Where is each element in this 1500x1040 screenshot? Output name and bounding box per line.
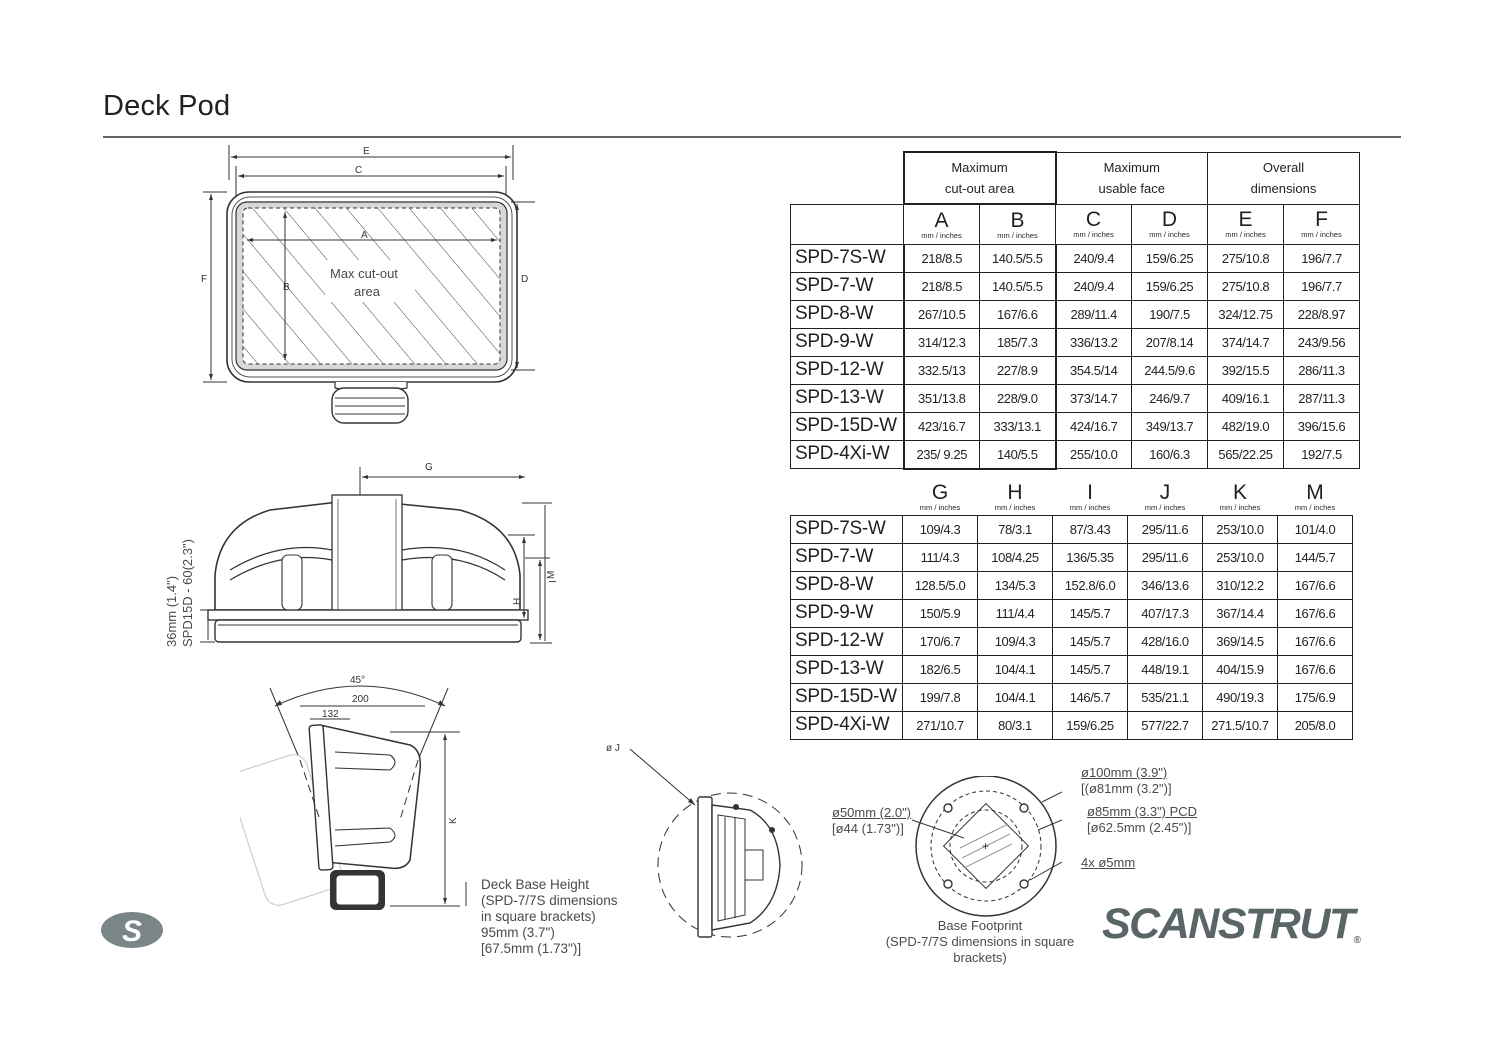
- value-cell: 128.5/5.0: [903, 571, 978, 599]
- value-cell: 199/7.8: [903, 683, 978, 711]
- annotation-d85: [1087, 804, 1197, 836]
- value-cell: 243/9.56: [1284, 328, 1360, 356]
- value-cell: 109/4.3: [978, 627, 1053, 655]
- footprint-caption-line3: brackets): [953, 950, 1007, 965]
- label-132: 132: [322, 709, 339, 720]
- value-cell: 185/7.3: [980, 328, 1056, 356]
- group-usable-line2: usable face: [1098, 181, 1165, 196]
- col-j-unit: mm / inches: [1144, 503, 1186, 512]
- table-row: [791, 244, 1360, 272]
- col-j-letter: J: [1159, 481, 1171, 504]
- label-200: 200: [352, 694, 369, 705]
- group-overall: [1208, 152, 1360, 204]
- value-cell: 253/10.0: [1203, 515, 1278, 543]
- value-cell: 255/10.0: [1056, 440, 1132, 469]
- value-cell: 159/6.25: [1132, 272, 1208, 300]
- table-row: [791, 599, 1353, 627]
- front-view-diagram: [195, 140, 535, 435]
- group-usable-face: [1056, 152, 1208, 204]
- col-h-header: [978, 479, 1053, 515]
- group-overall-line1: Overall: [1262, 160, 1305, 175]
- value-cell: 275/10.8: [1208, 244, 1284, 272]
- value-cell: 240/9.4: [1056, 244, 1132, 272]
- table-row: [791, 543, 1353, 571]
- value-cell: 167/6.6: [980, 300, 1056, 328]
- model-cell: SPD-7-W: [791, 543, 903, 571]
- col-h-unit: mm / inches: [994, 503, 1036, 512]
- annotation-holes: [1081, 855, 1135, 871]
- value-cell: 205/8.0: [1278, 711, 1353, 739]
- group-cutout: [904, 152, 1056, 204]
- model-cell: SPD-7-W: [791, 272, 904, 300]
- value-cell: 87/3.43: [1053, 515, 1128, 543]
- model-cell: SPD-4Xi-W: [791, 440, 904, 469]
- value-cell: 374/14.7: [1208, 328, 1284, 356]
- value-cell: 134/5.3: [978, 571, 1053, 599]
- table-row: [791, 328, 1360, 356]
- col-d-unit: mm / inches: [1149, 230, 1190, 240]
- label-e: E: [363, 146, 370, 157]
- value-cell: 145/5.7: [1053, 599, 1128, 627]
- value-cell: 109/4.3: [903, 515, 978, 543]
- col-c-header: [1056, 204, 1132, 244]
- value-cell: 289/11.4: [1056, 300, 1132, 328]
- table-row: [791, 384, 1360, 412]
- col-c-letter: C: [1085, 208, 1102, 232]
- group-cutout-line2: cut-out area: [944, 181, 1015, 196]
- value-cell: 101/4.0: [1278, 515, 1353, 543]
- col-j-header: [1128, 479, 1203, 515]
- value-cell: 207/8.14: [1132, 328, 1208, 356]
- col-i-letter: I: [1087, 481, 1093, 504]
- value-cell: 310/12.2: [1203, 571, 1278, 599]
- table-row: [791, 627, 1353, 655]
- model-cell: SPD-9-W: [791, 599, 903, 627]
- deck-base-note: [481, 877, 618, 957]
- label-a: A: [361, 230, 368, 241]
- col-k-unit: mm / inches: [1219, 503, 1261, 512]
- value-cell: 535/21.1: [1128, 683, 1203, 711]
- value-cell: 577/22.7: [1128, 711, 1203, 739]
- col-e-unit: mm / inches: [1225, 230, 1266, 240]
- deck-base-line4: 95mm (3.7"): [481, 925, 555, 940]
- value-cell: 235/ 9.25: [904, 440, 980, 469]
- value-cell: 150/5.9: [903, 599, 978, 627]
- value-cell: 392/15.5: [1208, 356, 1284, 384]
- col-a-letter: A: [934, 208, 949, 232]
- col-a-header: [904, 204, 980, 244]
- tilt-view-diagram: [240, 670, 480, 915]
- value-cell: 271.5/10.7: [1203, 711, 1278, 739]
- value-cell: 175/6.9: [1278, 683, 1353, 711]
- value-cell: 145/5.7: [1053, 627, 1128, 655]
- value-cell: 190/7.5: [1132, 300, 1208, 328]
- value-cell: 218/8.5: [904, 272, 980, 300]
- value-cell: 448/19.1: [1128, 655, 1203, 683]
- col-m-header: [1278, 479, 1353, 515]
- col-i-unit: mm / inches: [1069, 503, 1111, 512]
- label-c: C: [355, 165, 363, 176]
- annotation-d100-line2: [(ø81mm (3.2")]: [1081, 781, 1172, 796]
- group-cutout-line1: Maximum: [951, 160, 1008, 175]
- value-cell: 295/11.6: [1128, 515, 1203, 543]
- value-cell: 108/4.25: [978, 543, 1053, 571]
- value-cell: 78/3.1: [978, 515, 1053, 543]
- value-cell: 80/3.1: [978, 711, 1053, 739]
- deck-base-line2: (SPD-7/7S dimensions: [481, 893, 618, 908]
- page-title: Deck Pod: [103, 90, 231, 122]
- annotation-d85-line1: ø85mm (3.3") PCD: [1087, 804, 1198, 819]
- value-cell: 428/16.0: [1128, 627, 1203, 655]
- model-cell: SPD-12-W: [791, 627, 903, 655]
- value-cell: 565/22.25: [1208, 440, 1284, 469]
- value-cell: 227/8.9: [980, 356, 1056, 384]
- value-cell: 267/10.5: [904, 300, 980, 328]
- model-cell: SPD-13-W: [791, 384, 904, 412]
- value-cell: 167/6.6: [1278, 599, 1353, 627]
- col-e-header: [1208, 204, 1284, 244]
- value-cell: 167/6.6: [1278, 571, 1353, 599]
- col-m-letter: M: [1306, 481, 1324, 504]
- value-cell: 159/6.25: [1132, 244, 1208, 272]
- cutout-label-line2: area: [354, 284, 381, 299]
- value-cell: 482/19.0: [1208, 412, 1284, 440]
- annotation-d100: [1081, 765, 1172, 797]
- value-cell: 144/5.7: [1278, 543, 1353, 571]
- value-cell: 423/16.7: [904, 412, 980, 440]
- label-b: B: [283, 282, 290, 293]
- diameter-j-diagram: [600, 735, 810, 940]
- model-cell: SPD-9-W: [791, 328, 904, 356]
- model-cell: SPD-13-W: [791, 655, 903, 683]
- side-note-line2: SPD15D - 60(2.3"): [180, 539, 195, 647]
- value-cell: 351/13.8: [904, 384, 980, 412]
- value-cell: 160/6.3: [1132, 440, 1208, 469]
- table-row: [791, 412, 1360, 440]
- deck-plate: [208, 610, 528, 620]
- value-cell: 240/9.4: [1056, 272, 1132, 300]
- value-cell: 170/6.7: [903, 627, 978, 655]
- label-h: H: [512, 597, 523, 605]
- logo-letter: S: [122, 915, 143, 948]
- value-cell: 167/6.6: [1278, 627, 1353, 655]
- value-cell: 228/9.0: [980, 384, 1056, 412]
- table-row: [791, 655, 1353, 683]
- col-d-header: [1132, 204, 1208, 244]
- svg-text:+: +: [982, 839, 990, 853]
- col-k-letter: K: [1232, 481, 1247, 504]
- value-cell: 196/7.7: [1284, 244, 1360, 272]
- value-cell: 295/11.6: [1128, 543, 1203, 571]
- model-cell: SPD-12-W: [791, 356, 904, 384]
- col-f-unit: mm / inches: [1301, 230, 1342, 240]
- model-cell: SPD-4Xi-W: [791, 711, 903, 739]
- col-b-unit: mm / inches: [997, 230, 1038, 240]
- value-cell: 333/13.1: [980, 412, 1056, 440]
- group-usable-line1: Maximum: [1103, 160, 1160, 175]
- label-angle: 45°: [350, 675, 366, 686]
- value-cell: 286/11.3: [1284, 356, 1360, 384]
- value-cell: 275/10.8: [1208, 272, 1284, 300]
- table-row: [791, 272, 1360, 300]
- value-cell: 253/10.0: [1203, 543, 1278, 571]
- value-cell: 104/4.1: [978, 683, 1053, 711]
- wordmark-text: SCANSTRUT: [1102, 900, 1354, 948]
- value-cell: 490/19.3: [1203, 683, 1278, 711]
- value-cell: 111/4.3: [903, 543, 978, 571]
- model-cell: SPD-15D-W: [791, 412, 904, 440]
- table-row: [791, 356, 1360, 384]
- table-row: [791, 300, 1360, 328]
- value-cell: 367/14.4: [1203, 599, 1278, 627]
- value-cell: 145/5.7: [1053, 655, 1128, 683]
- value-cell: 159/6.25: [1053, 711, 1128, 739]
- label-m: M: [546, 570, 557, 579]
- col-m-unit: mm / inches: [1294, 503, 1336, 512]
- model-cell: SPD-15D-W: [791, 683, 903, 711]
- value-cell: 136/5.35: [1053, 543, 1128, 571]
- annotation-d50-line1: ø50mm (2.0"): [832, 805, 912, 820]
- title-divider: [103, 136, 1401, 138]
- annotation-d50: [832, 805, 911, 837]
- model-cell: SPD-8-W: [791, 300, 904, 328]
- side-view-diagram: [160, 455, 560, 655]
- value-cell: 369/14.5: [1203, 627, 1278, 655]
- value-cell: 409/16.1: [1208, 384, 1284, 412]
- value-cell: 140.5/5.5: [980, 244, 1056, 272]
- label-g: G: [425, 462, 433, 473]
- value-cell: 332.5/13: [904, 356, 980, 384]
- annotation-holes-text: 4x ø5mm: [1081, 855, 1136, 870]
- value-cell: 146/5.7: [1053, 683, 1128, 711]
- col-b-letter: B: [1010, 208, 1025, 232]
- group-overall-line2: dimensions: [1250, 181, 1317, 196]
- value-cell: 246/9.7: [1132, 384, 1208, 412]
- model-cell: SPD-7S-W: [791, 515, 903, 543]
- table-row: [791, 440, 1360, 469]
- deck-base-line5: [67.5mm (1.73")]: [481, 941, 582, 956]
- footprint-caption-line1: Base Footprint: [937, 918, 1023, 933]
- value-cell: 287/11.3: [1284, 384, 1360, 412]
- col-h-letter: H: [1007, 481, 1023, 504]
- value-cell: 182/6.5: [903, 655, 978, 683]
- value-cell: 140.5/5.5: [980, 272, 1056, 300]
- deck-base-line1: Deck Base Height: [481, 877, 590, 892]
- model-cell: SPD-8-W: [791, 571, 903, 599]
- value-cell: 324/12.75: [1208, 300, 1284, 328]
- value-cell: 354.5/14: [1056, 356, 1132, 384]
- dimensions-table-lower: [790, 479, 1353, 740]
- col-f-header: [1284, 204, 1360, 244]
- col-i-header: [1053, 479, 1128, 515]
- scanstrut-wordmark: [1102, 900, 1360, 948]
- value-cell: 424/16.7: [1056, 412, 1132, 440]
- col-g-header: [903, 479, 978, 515]
- pod-tilt-body: [320, 725, 420, 868]
- deck-base-line3: in square brackets): [481, 909, 596, 924]
- value-cell: 407/17.3: [1128, 599, 1203, 627]
- value-cell: 373/14.7: [1056, 384, 1132, 412]
- col-g-letter: G: [931, 481, 949, 504]
- value-cell: 140/5.5: [980, 440, 1056, 469]
- registered-mark: ®: [1353, 935, 1360, 946]
- value-cell: 218/8.5: [904, 244, 980, 272]
- value-cell: 349/13.7: [1132, 412, 1208, 440]
- value-cell: 336/13.2: [1056, 328, 1132, 356]
- annotation-d50-line2: [ø44 (1.73")]: [832, 821, 904, 836]
- value-cell: 271/10.7: [903, 711, 978, 739]
- dimensions-table-upper: [790, 151, 1360, 470]
- value-cell: 192/7.5: [1284, 440, 1360, 469]
- label-i: I: [548, 580, 559, 583]
- annotation-d100-line1: ø100mm (3.9"): [1081, 765, 1168, 780]
- value-cell: 196/7.7: [1284, 272, 1360, 300]
- col-b-header: [980, 204, 1056, 244]
- value-cell: 244.5/9.6: [1132, 356, 1208, 384]
- value-cell: 152.8/6.0: [1053, 571, 1128, 599]
- label-d: D: [521, 274, 529, 285]
- value-cell: 228/8.97: [1284, 300, 1360, 328]
- col-c-unit: mm / inches: [1073, 230, 1114, 240]
- col-g-unit: mm / inches: [919, 503, 961, 512]
- value-cell: 396/15.6: [1284, 412, 1360, 440]
- label-k: K: [448, 817, 459, 824]
- value-cell: 314/12.3: [904, 328, 980, 356]
- col-f-letter: F: [1315, 208, 1328, 232]
- model-cell: SPD-7S-W: [791, 244, 904, 272]
- value-cell: 404/15.9: [1203, 655, 1278, 683]
- value-cell: 346/13.6: [1128, 571, 1203, 599]
- col-e-letter: E: [1238, 208, 1253, 232]
- table-row: [791, 515, 1353, 543]
- table-row: [791, 683, 1353, 711]
- value-cell: 104/4.1: [978, 655, 1053, 683]
- side-note-line1: 36mm (1.4"): [164, 575, 179, 647]
- label-j: ø J: [606, 743, 620, 754]
- label-f: F: [201, 274, 208, 285]
- cutout-label-line1: Max cut-out: [330, 266, 398, 281]
- col-a-unit: mm / inches: [921, 230, 962, 240]
- col-d-letter: D: [1161, 208, 1178, 232]
- value-cell: 167/6.6: [1278, 655, 1353, 683]
- header-empty-cell: [791, 204, 904, 244]
- table-row: [791, 571, 1353, 599]
- col-k-header: [1203, 479, 1278, 515]
- footprint-caption: [878, 918, 1082, 966]
- footprint-caption-line2: (SPD-7/7S dimensions in square: [885, 934, 1075, 949]
- scanstrut-s-logo: [100, 910, 166, 950]
- table-row: [791, 711, 1353, 739]
- annotation-d85-line2: [ø62.5mm (2.45")]: [1087, 820, 1192, 835]
- base-footprint-diagram: [912, 776, 1062, 921]
- value-cell: 111/4.4: [978, 599, 1053, 627]
